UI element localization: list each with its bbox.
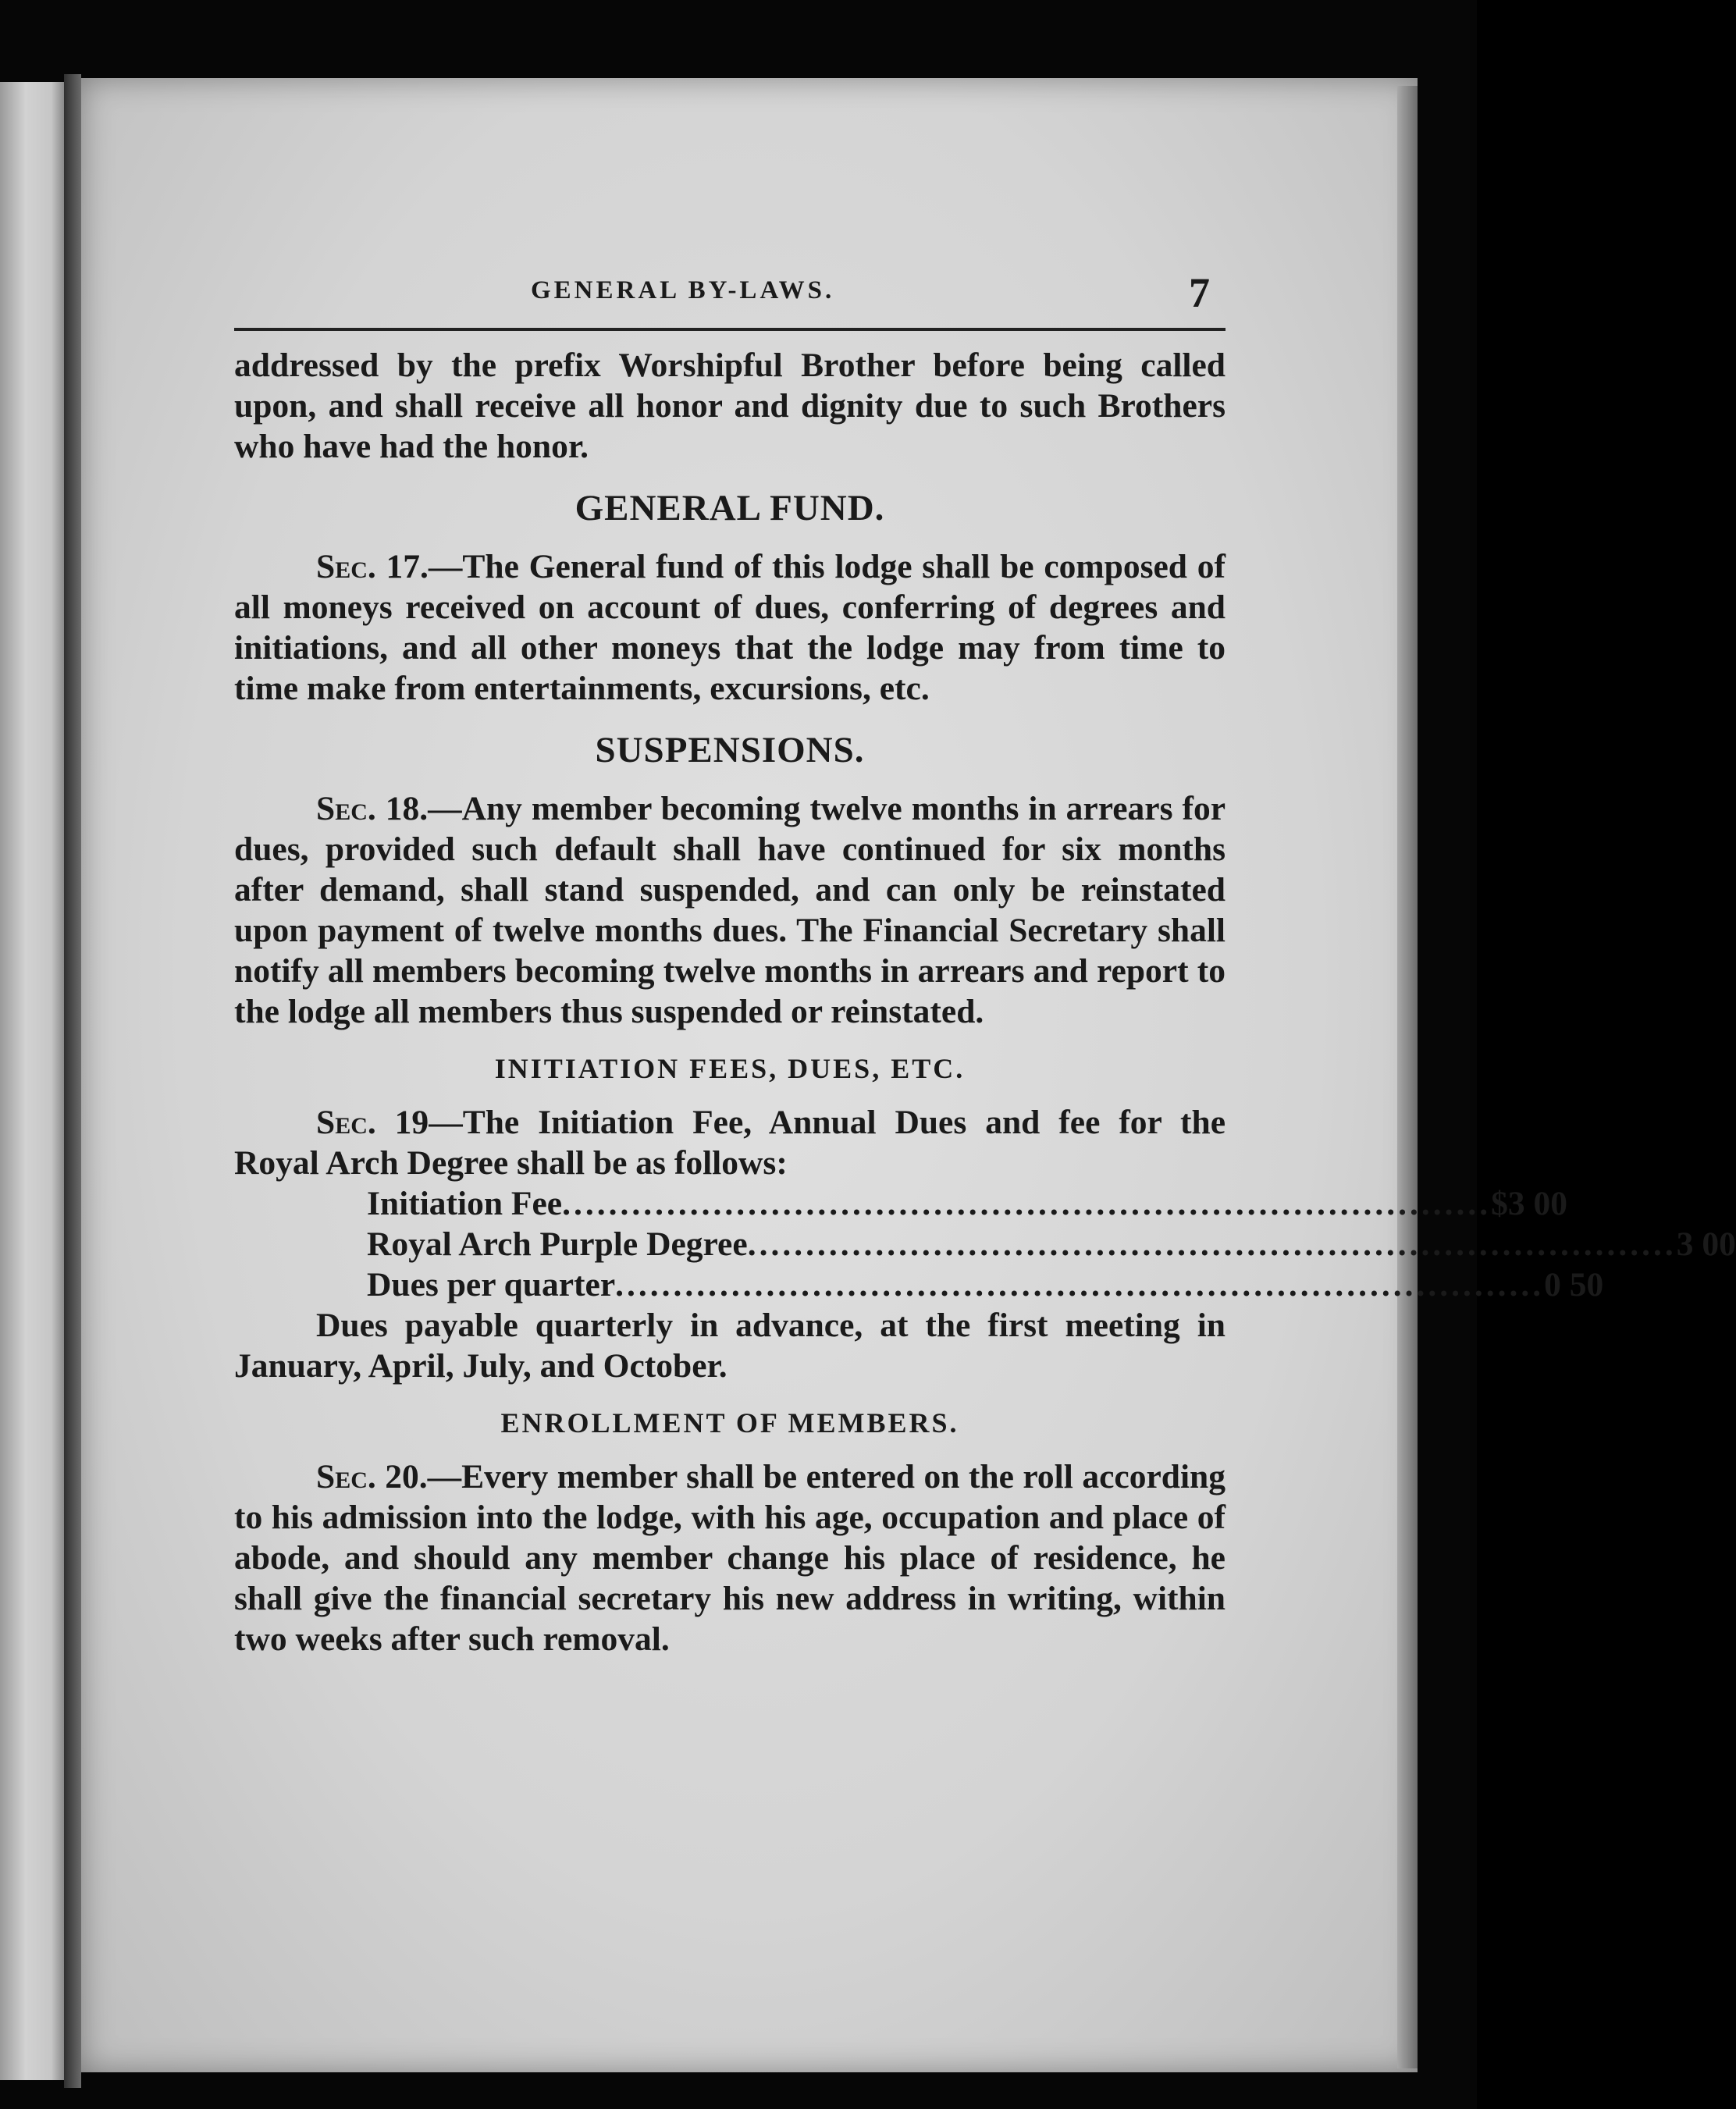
section-heading: GENERAL FUND. [575, 488, 885, 528]
running-head [234, 269, 1226, 331]
fee-row [367, 1264, 1604, 1305]
continuation-paragraph: addressed by the prefix Worshipful Brother before being called upon, and shall receive all honor and dignity due to such Brothers who have had the honor. [234, 347, 1226, 465]
section-body: —Any member becoming twelve months in arrears for dues, provided such default shall have continued for six months after demand, shall stand suspended, and can only be reinstated upon payment of twelve months dues. The Financial Secretary shall notify all members becoming twelve months in arrears and report to the lodge all members thus suspended or reinstated. [234, 790, 1226, 1030]
page-number: 7 [1189, 269, 1210, 316]
section-body: —The Initiation Fee, Annual Dues and fee for the Royal Arch Degree shall be as follows: [234, 1104, 1226, 1182]
page-edge-right [1397, 86, 1418, 2068]
fee-label: Dues per quarter [367, 1266, 616, 1303]
leader-dots: ................................................................................ [562, 1185, 1492, 1222]
section-paragraph [234, 1456, 1226, 1659]
section-body: —The General fund of this lodge shall be composed of all moneys received on account of dues, conferring of degrees and initiations, and all other moneys that the lodge may from time to time make from entertainments, excursions, etc. [234, 548, 1226, 707]
section-paragraph [234, 546, 1226, 709]
section-after-paragraph: Dues payable quarterly in advance, at the first meeting in January, April, July, and October. [234, 1307, 1226, 1385]
section-heading: SUSPENSIONS. [595, 730, 865, 770]
fee-table [234, 1183, 1736, 1305]
section-label: Sec. 20. [316, 1458, 428, 1496]
section-label: Sec. 17. [316, 548, 429, 585]
book-gutter [64, 74, 81, 2088]
section-heading: ENROLLMENT OF MEMBERS. [500, 1407, 959, 1439]
section-enrollment [234, 1407, 1226, 1659]
section-heading: INITIATION FEES, DUES, ETC. [494, 1053, 966, 1084]
section-label: Sec. 19 [316, 1104, 429, 1141]
section-paragraph [234, 1102, 1226, 1183]
fee-amount: 3 00 [1676, 1225, 1736, 1263]
section-general-fund [234, 487, 1226, 709]
leader-dots: ................................................................................ [615, 1266, 1545, 1303]
fee-row [367, 1224, 1736, 1264]
section-body: —Every member shall be entered on the roll according to his admission into the lodge, with his age, occupation and place of abode, and should any member change his place of residence, he shall give the financial secretary his new address in writing, within two weeks after such removal. [234, 1458, 1226, 1658]
running-head-title: GENERAL BY-LAWS. [531, 276, 835, 304]
fee-row [367, 1183, 1567, 1224]
page-content [234, 269, 1736, 1659]
leader-dots: ................................................................................ [747, 1225, 1677, 1263]
section-suspensions [234, 729, 1226, 1032]
section-label: Sec. 18. [316, 790, 429, 827]
section-paragraph [234, 788, 1226, 1032]
section-initiation-fees [234, 1052, 1736, 1386]
fee-label: Initiation Fee [367, 1185, 563, 1222]
fee-amount: 0 50 [1544, 1266, 1604, 1303]
fee-amount: $3 00 [1491, 1185, 1567, 1222]
fee-label: Royal Arch Purple Degree [367, 1225, 748, 1263]
facing-page-edge [0, 82, 64, 2080]
